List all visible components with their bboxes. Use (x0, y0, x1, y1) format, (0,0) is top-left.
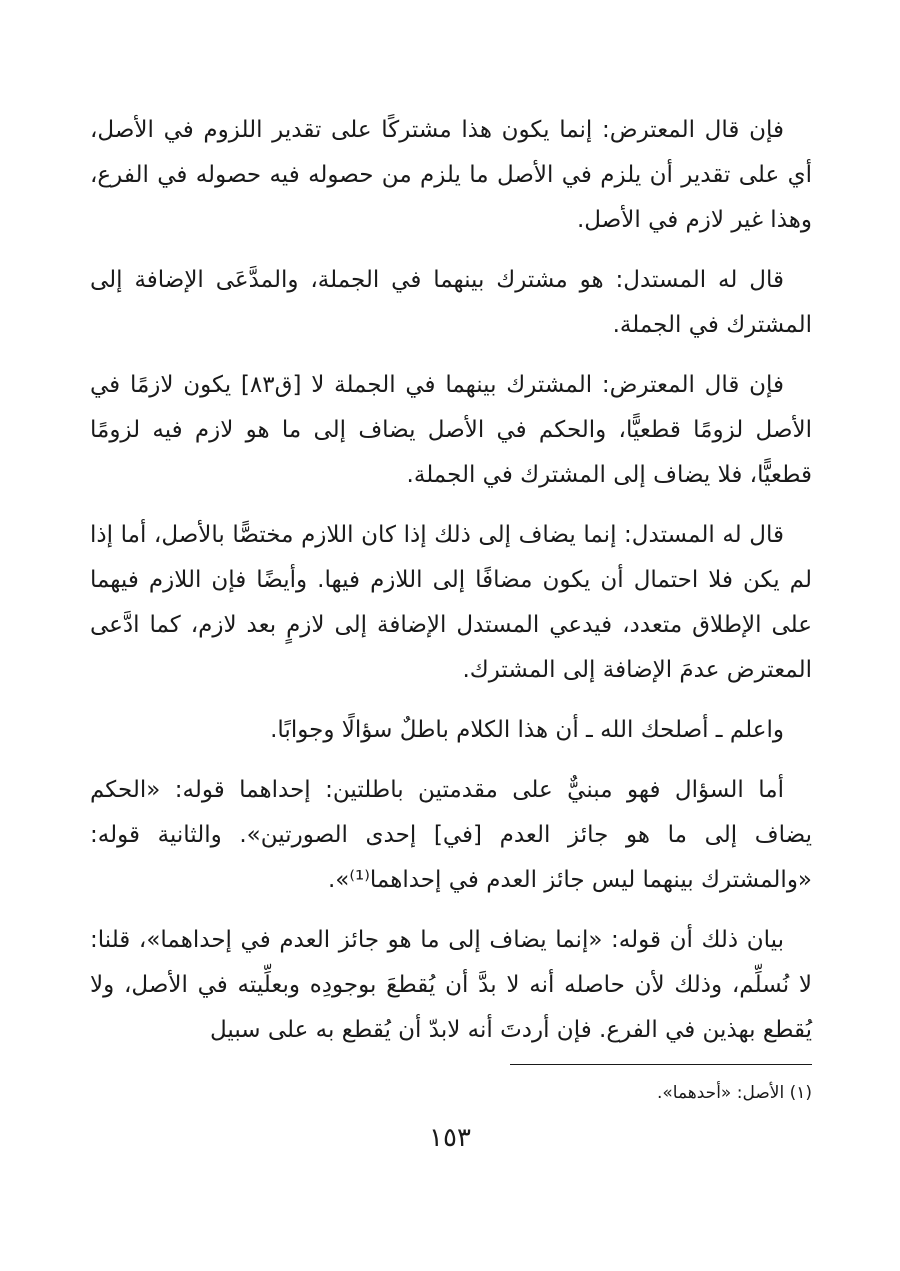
footnote-divider (510, 1064, 812, 1065)
paragraph-3: فإن قال المعترض: المشترك بينهما في الجملة لا [ق٨٣] يكون لازمًا في الأصل لزومًا قطعيًّا، والحكم في الأصل يضاف إلى ما هو لازم فيه لزومًا قطعيًّا، فلا يضاف إلى المشترك في الجملة. (90, 372, 812, 488)
paragraph-7: بيان ذلك أن قوله: «إنما يضاف إلى ما هو جائز العدم في إحداهما»، قلنا: لا نُسلِّم، وذلك لأن حاصله أنه لا بدَّ أن يُقطعَ بوجودِه وبعلِّيته في الأصل، ولا يُقطع بهذين في الفرع. فإن أردتَ أنه لابدّ أن يُقطع به على سبيل (90, 927, 812, 1043)
paragraph-1: فإن قال المعترض: إنما يكون هذا مشتركًا على تقدير اللزوم في الأصل، أي على تقدير أن يلزم في الأصل ما يلزم من حصوله فيه حصوله في الفرع، وهذا غير لازم في الأصل. (90, 117, 812, 233)
page-number: ١٥٣ (429, 1123, 471, 1153)
footnote-1: (١) الأصل: «أحدهما». (656, 1083, 812, 1103)
paragraph-5: واعلم ـ أصلحك الله ـ أن هذا الكلام باطلٌ سؤالًا وجوابًا. (270, 717, 784, 743)
paragraph-4: قال له المستدل: إنما يضاف إلى ذلك إذا كان اللازم مختصًّا بالأصل، أما إذا لم يكن فلا احتمال أن يكون مضافًا إلى اللازم فيها. وأيضًا فإن اللازم فيهما على الإطلاق متعدد، فيدعي المستدل الإضافة إلى لازمٍ بعد لازم، كما ادَّعى المعترض عدمَ الإضافة إلى المشترك. (90, 522, 812, 683)
paragraph-6: أما السؤال فهو مبنيٌّ على مقدمتين باطلتين: إحداهما قوله: «الحكم يضاف إلى ما هو جائز العدم [في] إحدى الصورتين». والثانية قوله: «والمشترك بينهما ليس جائز العدم في إحداهما⁽¹⁾». (90, 777, 812, 893)
paragraph-2: قال له المستدل: هو مشترك بينهما في الجملة، والمدَّعَى الإضافة إلى المشترك في الجملة. (90, 267, 812, 338)
main-text (90, 108, 812, 1068)
